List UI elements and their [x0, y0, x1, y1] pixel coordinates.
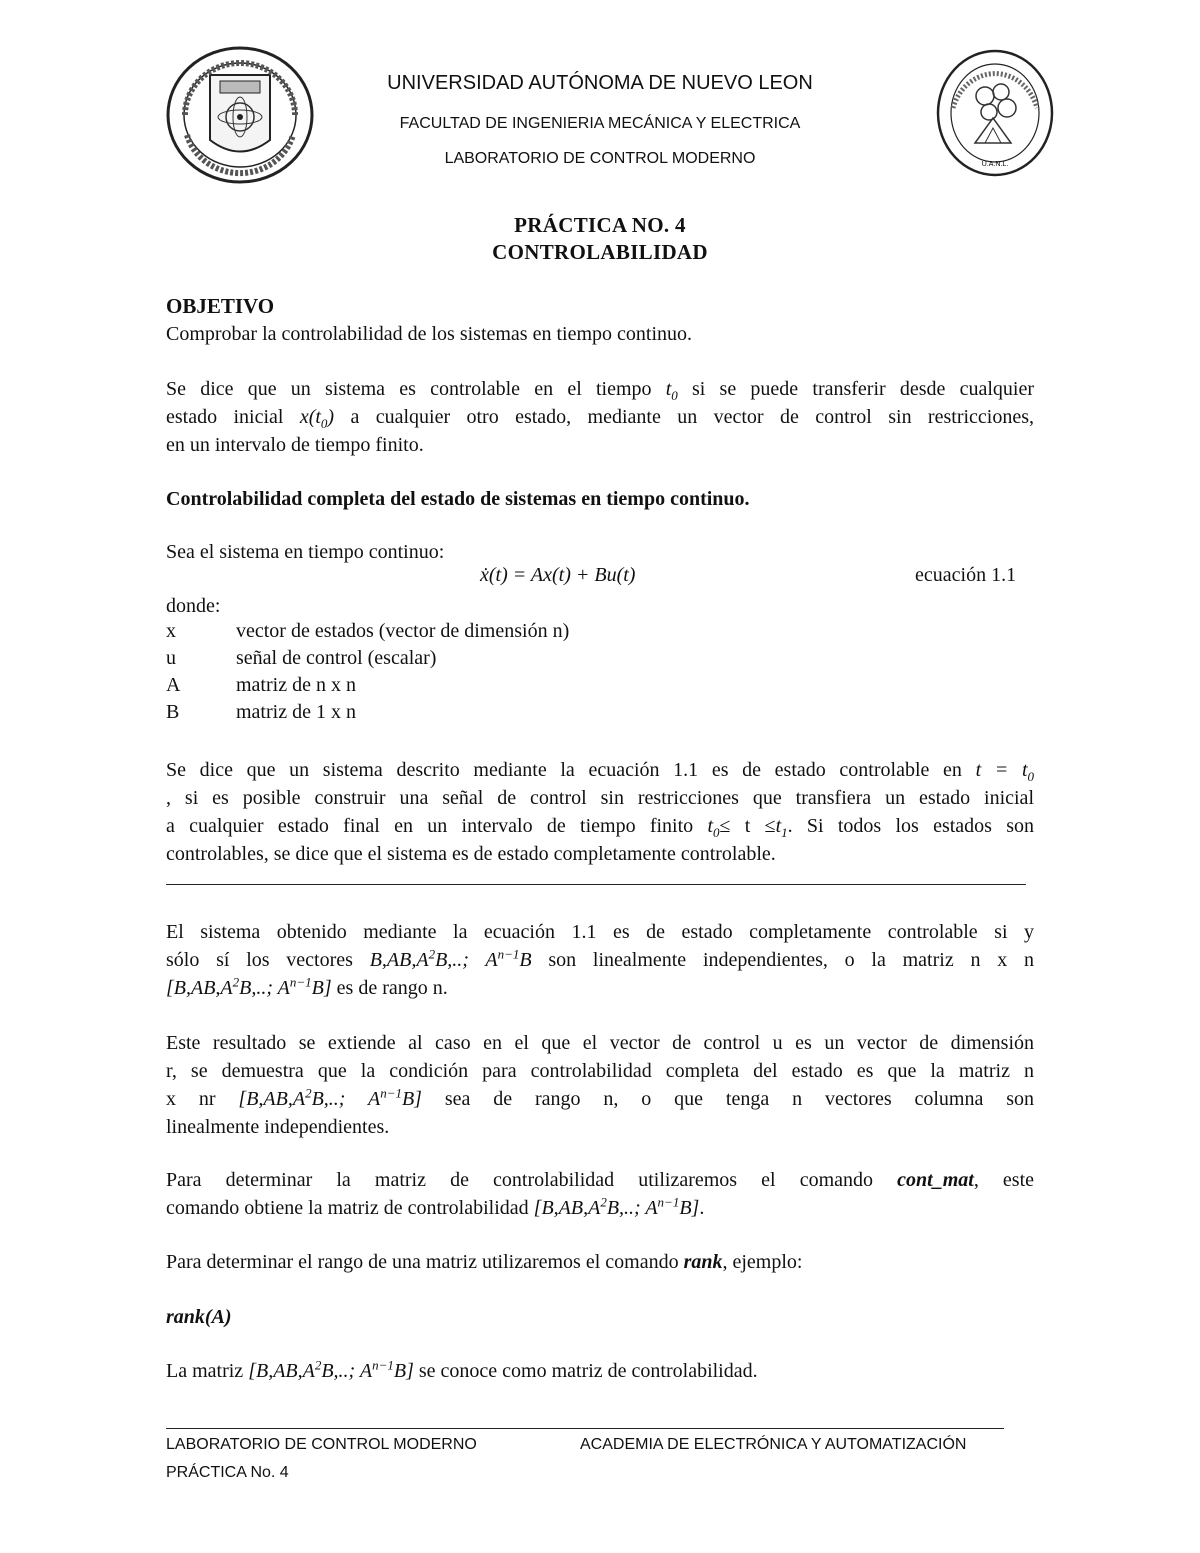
condition-text-2a: sólo sí los vectores	[166, 949, 353, 971]
lab-name: LABORATORIO DE CONTROL MODERNO	[444, 150, 756, 167]
contmat-command: cont_mat	[897, 1169, 974, 1191]
condition-line-1: El sistema obtenido mediante la ecuación 1.1 es de estado completamente controlable si y	[166, 921, 1034, 943]
definition-text-3a: a cualquier estado final en un intervalo de tiempo finito	[166, 815, 694, 837]
definition-math-3b: ≤ t ≤	[719, 815, 776, 837]
system-intro: Sea el sistema en tiempo continuo:	[166, 541, 445, 563]
closing-line: La matriz [$B,AB,A^2B$,..; $A^{n-1}B$] se conoce como matriz de controlabilidad.	[166, 1357, 758, 1382]
intro-text-2b: a cualquier otro estado, mediante un vector de control sin restricciones,	[350, 406, 1035, 428]
rank-text-1a: Para determinar el rango de una matriz utilizaremos el comando	[166, 1251, 679, 1273]
practice-number-title: PRÁCTICA NO. 4	[514, 213, 686, 237]
closing-text-a: La matriz	[166, 1360, 244, 1382]
intro-line-1: Se dice que un sistema es controlable en el tiempo $t_0$ si se puede transferir desde cualquier	[166, 378, 1035, 403]
equation-label: ecuación 1.1	[915, 564, 1017, 586]
contmat-text-2a: comando obtiene la matriz de controlabilidad	[166, 1197, 529, 1219]
contmat-line-2: comando obtiene la matriz de controlabilidad [$B,AB,A^2B$,..; $A^{n-1}B$].	[166, 1194, 705, 1219]
footer-practice-number: PRÁCTICA No. 4	[166, 1464, 289, 1481]
condition-text-2b: son linealmente independientes, o la matriz n x n	[548, 949, 1034, 971]
definition-desc: señal de control (escalar)	[236, 647, 437, 669]
intro-line-3: en un intervalo de tiempo finito.	[166, 434, 424, 456]
intro-text-2a: estado inicial	[166, 406, 284, 428]
condition-text-3: es de rango n.	[336, 977, 448, 999]
definition-desc: vector de estados (vector de dimensión n)	[236, 620, 570, 642]
definition-symbol: u	[166, 647, 176, 669]
rank-line-1	[166, 1248, 1034, 1276]
definition-symbol: B	[166, 701, 180, 723]
contmat-text-1b: , este	[973, 1169, 1035, 1191]
university-name: UNIVERSIDAD AUTÓNOMA DE NUEVO LEON	[387, 72, 813, 94]
footer-lab-name: LABORATORIO DE CONTROL MODERNO	[166, 1436, 477, 1453]
separator-rule	[166, 884, 1026, 885]
intro-line-2: estado inicial $x(t_0)$ a cualquier otro estado, mediante un vector de control sin restricciones,	[166, 406, 1035, 431]
intro-text-1a: Se dice que un sistema es controlable en el tiempo	[166, 378, 652, 400]
definition-text-1a: Se dice que un sistema descrito mediante la ecuación 1.1 es de estado controlable en	[166, 759, 962, 781]
definition-math-1b: t = t	[975, 759, 1028, 781]
closing-text-b: se conoce como matriz de controlabilidad.	[418, 1360, 758, 1382]
definition-row	[166, 674, 356, 697]
objective-text: Comprobar la controlabilidad de los sistemas en tiempo continuo.	[166, 323, 693, 345]
faculty-name: FACULTAD DE INGENIERIA MECÁNICA Y ELECTRICA	[399, 115, 801, 132]
practice-topic-title: CONTROLABILIDAD	[492, 240, 708, 264]
condition-line-3: [$B,AB,A^2B$,..; $A^{n-1}B$] es de rango n.	[166, 974, 448, 999]
extension-line-1: Este resultado se extiende al caso en el que el vector de control u es un vector de dimensión	[166, 1032, 1034, 1054]
objective-heading: OBJETIVO	[166, 294, 275, 318]
definition-symbol: A	[166, 674, 181, 696]
definition-row	[166, 701, 356, 724]
intro-text-1b: si se puede transferir desde cualquier	[692, 378, 1035, 400]
contmat-text-1a: Para determinar la matriz de controlabilidad utilizaremos el comando	[166, 1169, 874, 1191]
university-seal-logo	[165, 45, 315, 185]
contmat-line-1	[166, 1166, 1034, 1194]
extension-line-4: linealmente independientes.	[166, 1116, 390, 1138]
rank-command: rank	[683, 1251, 723, 1273]
condition-line-2: sólo sí los vectores $B,AB,A^2B$,..; $A^{n-1}B$ son linealmente independientes, o la matriz n x n	[166, 946, 1034, 971]
donde-label: donde:	[166, 595, 221, 617]
definition-line-2: , si es posible construir una señal de control sin restricciones que transfiera un estado inicial	[166, 787, 1034, 809]
contmat-text-2b: .	[699, 1197, 705, 1219]
state-equation: ẋ(t) = Ax(t) + Bu(t)	[480, 564, 636, 586]
faculty-seal-logo	[935, 48, 1055, 178]
rank-example: rank(A)	[166, 1306, 232, 1328]
section-heading: Controlabilidad completa del estado de sistemas en tiempo continuo.	[166, 488, 750, 510]
definition-text-3c: . Si todos los estados son	[787, 815, 1035, 837]
extension-line-2: r, se demuestra que la condición para controlabilidad completa del estado es que la matriz n	[166, 1060, 1034, 1082]
definition-line-3: a cualquier estado final en un intervalo de tiempo finito $t_0\le t \le t_1$. Si todos los estados son	[166, 815, 1035, 840]
footer-academy-name: ACADEMIA DE ELECTRÓNICA Y AUTOMATIZACIÓN	[580, 1436, 967, 1453]
definition-row	[166, 620, 569, 643]
definition-desc: matriz de n x n	[236, 674, 356, 696]
footer-rule	[166, 1428, 1004, 1429]
definition-row	[166, 647, 436, 670]
definition-desc: matriz de 1 x n	[236, 701, 356, 723]
definition-line-1: Se dice que un sistema descrito mediante la ecuación 1.1 es de estado controlable en $t = t_0$	[166, 759, 1034, 784]
definition-line-4: controlables, se dice que el sistema es de estado completamente controlable.	[166, 843, 776, 865]
extension-line-3: x nr [$B,AB,A^2B$,..; $A^{n-1}B$] sea de rango n, o que tenga n vectores columna son	[166, 1085, 1035, 1110]
extension-text-3a: x nr	[166, 1088, 216, 1110]
extension-text-3b: sea de rango n, o que tenga n vectores columna son	[444, 1088, 1035, 1110]
definition-symbol: x	[166, 620, 176, 642]
rank-text-1b: , ejemplo:	[722, 1251, 803, 1273]
seal-text-uanl: U.A.N.L.	[981, 161, 1009, 168]
